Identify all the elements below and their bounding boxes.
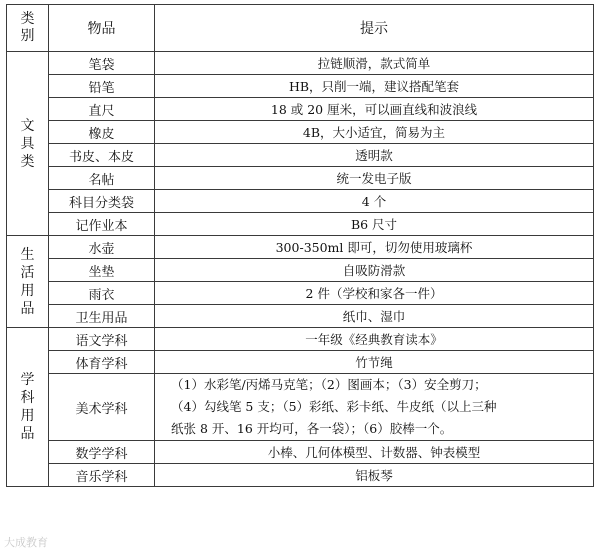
item-cell: 直尺: [49, 98, 155, 121]
item-cell: 书皮、本皮: [49, 144, 155, 167]
item-cell: 水壶: [49, 236, 155, 259]
tip-cell: 纸巾、湿巾: [155, 305, 594, 328]
tip-cell: 竹节绳: [155, 351, 594, 374]
table-row: [7, 52, 594, 75]
tip-cell: 统一发电子版: [155, 167, 594, 190]
table-row: [7, 305, 594, 328]
item-cell: 美术学科: [49, 374, 155, 441]
tip-cell: 2 件（学校和家各一件）: [155, 282, 594, 305]
item-cell: 语文学科: [49, 328, 155, 351]
tip-cell: 4B，大小适宜，简易为主: [155, 121, 594, 144]
table-row: [7, 236, 594, 259]
item-cell: 卫生用品: [49, 305, 155, 328]
tip-cell: HB，只削一端，建议搭配笔套: [155, 75, 594, 98]
school-supplies-table: [6, 4, 594, 487]
header-row: [7, 5, 594, 52]
tip-cell: 透明款: [155, 144, 594, 167]
table-row: [7, 98, 594, 121]
item-cell: 铅笔: [49, 75, 155, 98]
tip-cell: 自吸防滑款: [155, 259, 594, 282]
table-row: [7, 374, 594, 441]
table-row: [7, 464, 594, 487]
tip-cell-art: （1）水彩笔/丙烯马克笔；（2）图画本；（3）安全剪刀； （4）勾线笔 5 支；（5）彩纸、彩卡纸、牛皮纸（以上三种 纸张 8 开、16 开均可，各一袋）；（6）胶棒一个。: [155, 374, 594, 441]
item-cell: 体育学科: [49, 351, 155, 374]
table-row: [7, 351, 594, 374]
item-cell: 记作业本: [49, 213, 155, 236]
item-cell: 坐垫: [49, 259, 155, 282]
item-cell: 数学学科: [49, 441, 155, 464]
table-row: [7, 167, 594, 190]
tip-cell: B6 尺寸: [155, 213, 594, 236]
item-cell: 雨衣: [49, 282, 155, 305]
item-cell: 笔袋: [49, 52, 155, 75]
header-category: 类别: [7, 5, 49, 52]
table-row: [7, 328, 594, 351]
watermark: 大成教育: [4, 536, 48, 549]
item-cell: 名帖: [49, 167, 155, 190]
tip-cell: 一年级《经典教育读本》: [155, 328, 594, 351]
table-row: [7, 121, 594, 144]
tip-cell: 300-350ml 即可，切勿使用玻璃杯: [155, 236, 594, 259]
table-row: [7, 213, 594, 236]
table-row: [7, 441, 594, 464]
table-row: [7, 190, 594, 213]
tip-cell: 小棒、几何体模型、计数器、钟表模型: [155, 441, 594, 464]
item-cell: 橡皮: [49, 121, 155, 144]
table-row: [7, 144, 594, 167]
table-row: [7, 75, 594, 98]
table-row: [7, 259, 594, 282]
tip-cell: 4 个: [155, 190, 594, 213]
category-stationery: 文具类: [7, 52, 49, 236]
item-cell: 科目分类袋: [49, 190, 155, 213]
tip-cell: 拉链顺滑，款式简单: [155, 52, 594, 75]
tip-cell: 铝板琴: [155, 464, 594, 487]
header-tip: 提示: [155, 5, 594, 52]
category-subject-supplies: 学科用品: [7, 328, 49, 487]
tip-cell: 18 或 20 厘米，可以画直线和波浪线: [155, 98, 594, 121]
table-row: [7, 282, 594, 305]
header-item: 物品: [49, 5, 155, 52]
item-cell: 音乐学科: [49, 464, 155, 487]
category-daily-goods: 生活用品: [7, 236, 49, 328]
